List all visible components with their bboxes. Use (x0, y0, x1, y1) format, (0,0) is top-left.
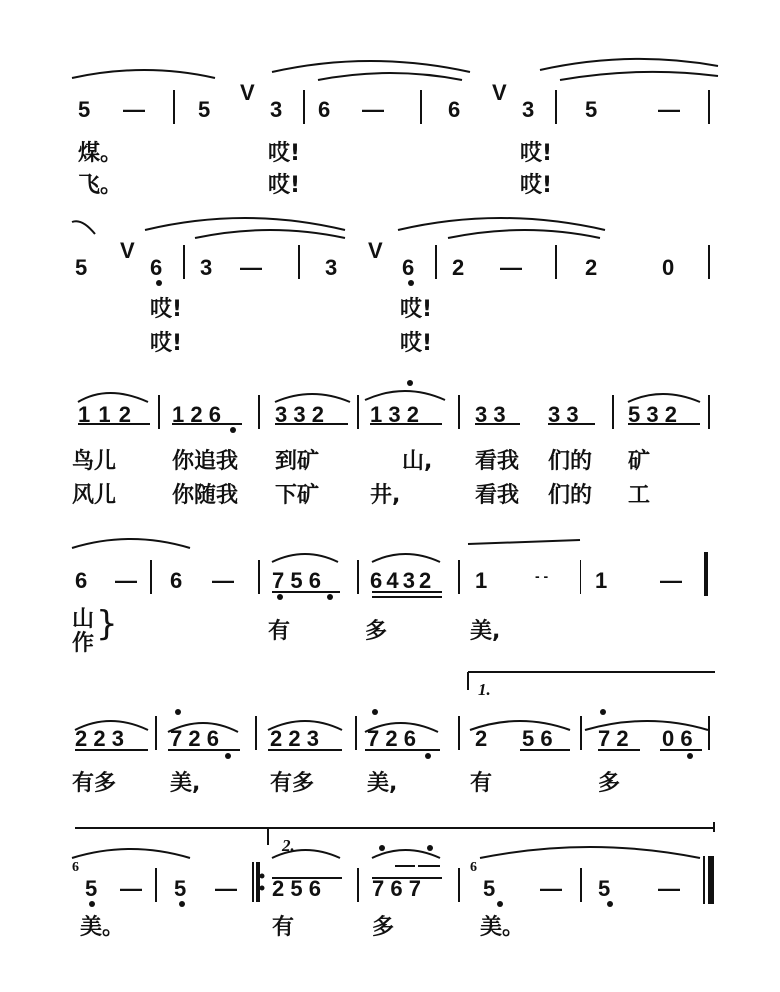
barline (173, 90, 175, 124)
slur-arc (272, 554, 338, 562)
note: 5 (483, 876, 496, 901)
lyric: 工 (628, 483, 651, 508)
tie-arc (318, 73, 462, 80)
tie-arc (72, 70, 215, 78)
lyric: 有多 (72, 771, 117, 796)
barline (258, 395, 260, 429)
barline (555, 90, 557, 124)
rest: 0 (662, 255, 675, 280)
note-group: 1 2 6 (172, 402, 221, 427)
note: 6 (402, 255, 415, 280)
barline (355, 716, 357, 750)
lyric: 美, (367, 771, 398, 796)
barline (357, 395, 359, 429)
note: 2 (452, 255, 465, 280)
breath-mark: V (120, 238, 135, 263)
lyric: 们的 (548, 449, 593, 474)
lyric: 哎! (520, 141, 553, 166)
note-group: 6 4 3 2 (370, 568, 431, 593)
lyric: 到矿 (275, 449, 320, 474)
tie-arc (480, 847, 700, 858)
lyric: 鸟儿 (72, 449, 117, 474)
barline (555, 245, 557, 279)
slur-arc (540, 59, 718, 70)
barline (158, 395, 160, 429)
lyric: 山 (72, 607, 95, 632)
note-group: 7 5 6 (272, 568, 321, 593)
note: 5 (85, 876, 98, 901)
barline (580, 560, 581, 594)
barline (708, 90, 710, 124)
breath-mark: V (240, 80, 255, 105)
lyric: 看我 (475, 449, 520, 474)
dash: — (120, 876, 142, 901)
note: 3 (200, 255, 213, 280)
dash: — (115, 568, 137, 593)
slur-arc (272, 61, 470, 72)
lyric: 哎! (520, 173, 553, 198)
barline (458, 868, 460, 902)
breath-mark: V (368, 238, 383, 263)
note-group: 7 2 6 (367, 726, 416, 751)
barline (255, 716, 257, 750)
lyric: 风儿 (72, 483, 117, 508)
dash: — (500, 255, 522, 280)
lyric: 美。 (80, 915, 125, 940)
note-group: 7 2 6 (170, 726, 219, 751)
note: 5 (585, 97, 598, 122)
dash: — (123, 97, 145, 122)
breath-mark: V (492, 80, 507, 105)
tie-arc (195, 230, 345, 238)
note: 1 (595, 568, 608, 593)
lyric: 飞。 (78, 173, 123, 198)
barline (183, 245, 185, 279)
note: 5 (198, 97, 211, 122)
lyric: 美, (470, 619, 501, 644)
dash: — (215, 876, 237, 901)
note-group: 2 5 6 (272, 876, 321, 901)
lyric: 哎! (268, 173, 301, 198)
brace: } (96, 604, 118, 644)
note: 1 (475, 568, 488, 593)
note: 5 (78, 97, 91, 122)
barline (580, 868, 582, 902)
note: 6 (318, 97, 331, 122)
final-barline-thick (708, 856, 714, 904)
dash: — (240, 255, 262, 280)
lyric: 矿 (628, 449, 651, 474)
note: 3 (325, 255, 338, 280)
slur-arc (275, 394, 350, 402)
grace-note: 6 (72, 860, 79, 875)
volta-1-label: 1. (478, 680, 491, 699)
barline (357, 868, 359, 902)
lyric: 看我 (475, 483, 520, 508)
note: 6 (170, 568, 183, 593)
lyric: 井, (370, 483, 401, 508)
note-group: 2 2 3 (75, 726, 124, 751)
repeat-barline-thin (252, 862, 254, 902)
volta-2-label: 2. (282, 836, 295, 855)
note: 6 (448, 97, 461, 122)
dash: — (658, 97, 680, 122)
note: 5 (598, 876, 611, 901)
tie-arc (72, 849, 190, 858)
note: 3 (522, 97, 535, 122)
note-group: 5 3 2 (628, 402, 677, 427)
barline (580, 716, 582, 750)
note-group: 7 6 7 (372, 876, 421, 901)
slur-arc (372, 850, 440, 858)
lyric: 有 (272, 915, 295, 940)
slur-arc (628, 394, 700, 402)
barline (458, 560, 460, 594)
barline (150, 560, 152, 594)
lyric: 多 (372, 915, 395, 940)
barline (298, 245, 300, 279)
note-group: 3 3 (475, 402, 506, 427)
barline (458, 395, 460, 429)
lyric: 哎! (150, 331, 183, 356)
grace-note: 6 (470, 860, 477, 875)
tie-arc (72, 221, 95, 234)
barline (303, 90, 305, 124)
dash: — (660, 568, 682, 593)
barline (708, 245, 710, 279)
barline (612, 395, 614, 429)
lyric: 美。 (480, 915, 525, 940)
repeat-barline-thick (256, 862, 260, 902)
note-group: 7 2 (598, 726, 629, 751)
note-group: 3 3 2 (275, 402, 324, 427)
lyric: 有 (470, 771, 493, 796)
lyric: 多 (598, 771, 621, 796)
slur-arc (398, 218, 605, 230)
note-group: 2 2 3 (270, 726, 319, 751)
note: 6 (75, 568, 88, 593)
tie-arc (448, 230, 600, 238)
slur-arc (365, 391, 445, 400)
tie-arc (560, 72, 718, 80)
barline (155, 868, 157, 902)
lyric: 多 (365, 619, 388, 644)
note-group: 5 6 (522, 726, 553, 751)
note-group: 0 6 (662, 726, 693, 751)
lyric: 作 (72, 631, 95, 656)
note-group: 1 3 2 (370, 402, 419, 427)
dash: — (540, 876, 562, 901)
lyric: 美, (170, 771, 201, 796)
note: 5 (75, 255, 88, 280)
dash: — (212, 568, 234, 593)
lyric: 你随我 (172, 483, 239, 508)
lyric: 有 (268, 619, 291, 644)
note: 5 (174, 876, 187, 901)
lyric: 有多 (270, 771, 315, 796)
lyric: 山, (402, 449, 433, 474)
note-group: 1 1 2 (78, 402, 131, 427)
note: 2 (585, 255, 598, 280)
note: 2 (475, 726, 488, 751)
lyric: 们的 (548, 483, 593, 508)
note: 6 (150, 255, 163, 280)
barline (155, 716, 157, 750)
final-barline-thin (703, 856, 705, 904)
barline (704, 552, 708, 596)
slur-arc (145, 218, 345, 230)
lyric: 哎! (400, 331, 433, 356)
dash: - - (535, 568, 549, 584)
note: 3 (270, 97, 283, 122)
barline (258, 560, 260, 594)
note-group: 3 3 (548, 402, 579, 427)
barline (708, 716, 710, 750)
dash: — (658, 876, 680, 901)
barline (435, 245, 437, 279)
lyric: 煤。 (78, 141, 123, 166)
slur-arc (78, 393, 148, 402)
slur-arc (372, 554, 440, 562)
dash: — (362, 97, 384, 122)
tie-arc (72, 539, 190, 548)
lyric: 哎! (400, 297, 433, 322)
lyric: 哎! (268, 141, 301, 166)
barline (458, 716, 460, 750)
lyric: 哎! (150, 297, 183, 322)
barline (357, 560, 359, 594)
barline (708, 395, 710, 429)
barline (420, 90, 422, 124)
lyric: 你追我 (172, 449, 239, 474)
lyric: 下矿 (275, 483, 320, 508)
